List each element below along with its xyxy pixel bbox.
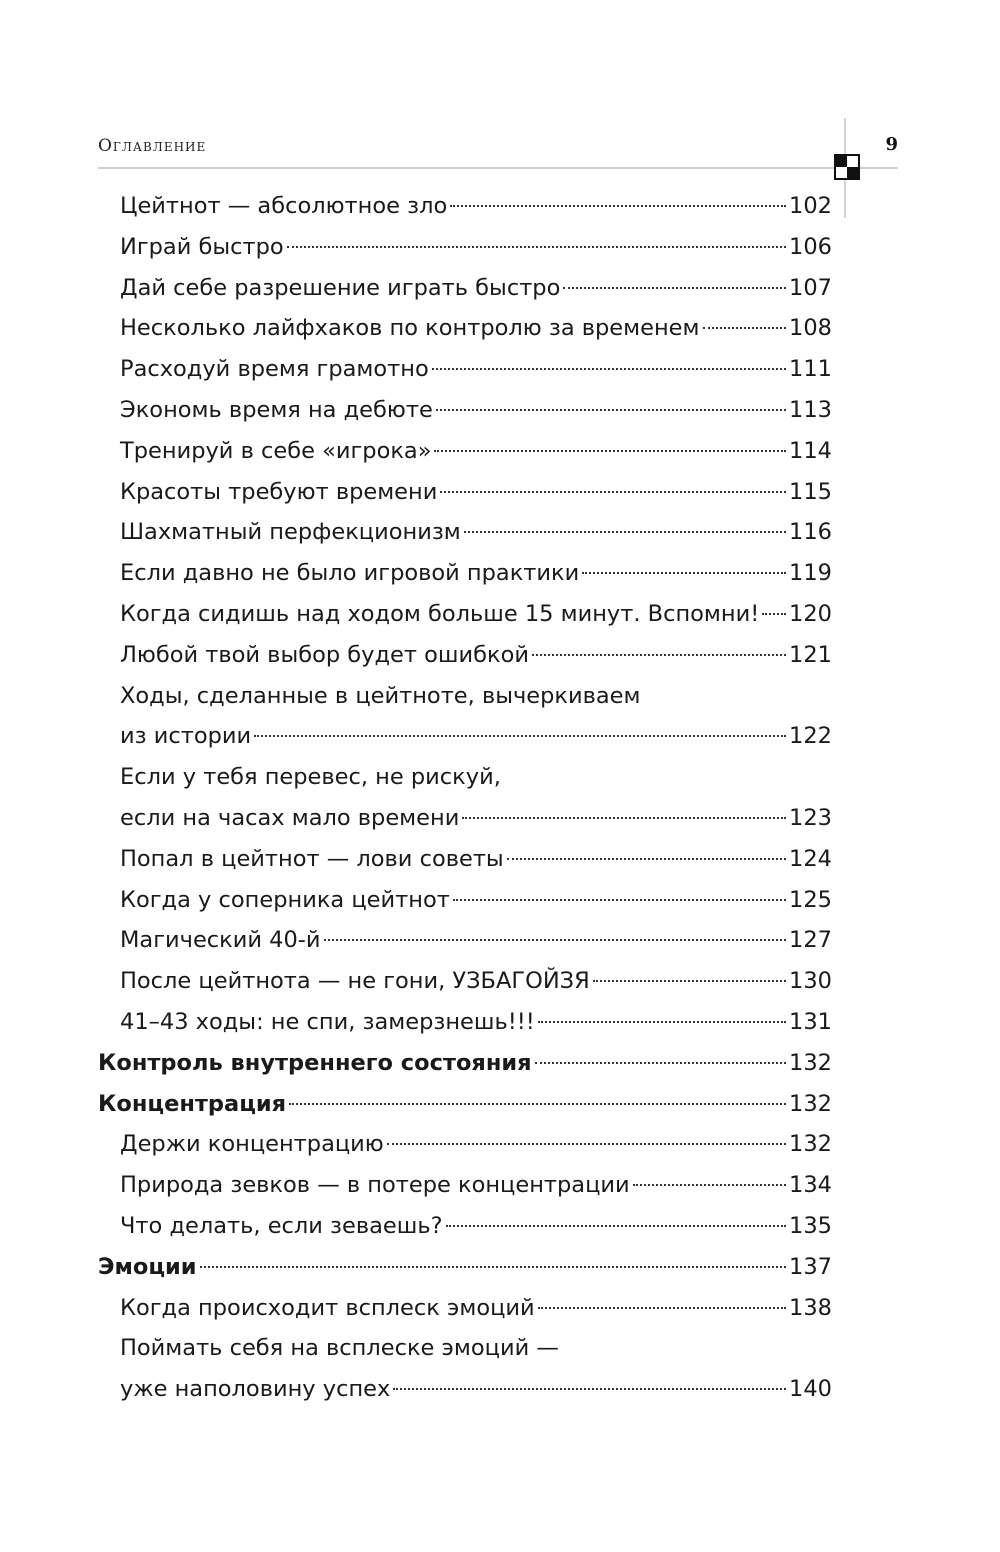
toc-entry[interactable] <box>98 635 832 676</box>
toc-entry-page: 116 <box>789 519 832 546</box>
toc-entry-title: 41–43 ходы: не спи, замерзнешь!!! <box>120 1008 535 1035</box>
toc-entry-page: 132 <box>789 1131 832 1158</box>
toc-entry[interactable] <box>98 186 832 227</box>
toc-entry-title: После цейтнота — не гони, УЗБАГОЙЗЯ <box>120 968 590 995</box>
dot-leader <box>393 1388 786 1390</box>
table-of-contents <box>98 186 832 1410</box>
dot-leader <box>200 1266 786 1268</box>
toc-entry-page: 131 <box>789 1008 832 1035</box>
dot-leader <box>464 531 786 533</box>
dot-leader <box>440 491 786 493</box>
toc-entry-page: 135 <box>789 1212 832 1239</box>
toc-entry[interactable] <box>98 1206 832 1247</box>
dot-leader <box>462 817 786 819</box>
page-header <box>98 134 898 164</box>
toc-entry-title: Экономь время на дебюте <box>120 396 433 423</box>
dot-leader <box>538 1021 786 1023</box>
dot-leader <box>563 287 786 289</box>
header-divider <box>98 167 898 169</box>
toc-entry-page: 111 <box>789 356 832 383</box>
toc-entry-title: Ходы, сделанные в цейтноте, вычеркиваем <box>120 682 641 709</box>
checker-square <box>847 167 858 178</box>
dot-leader <box>436 409 786 411</box>
toc-entry[interactable] <box>98 553 832 594</box>
toc-entry[interactable] <box>98 716 832 757</box>
toc-entry-page: 137 <box>789 1253 832 1280</box>
toc-entry-title: Играй быстро <box>120 233 284 260</box>
toc-entry-page: 119 <box>789 560 832 587</box>
toc-entry-page: 122 <box>789 723 832 750</box>
toc-entry[interactable] <box>98 676 832 717</box>
toc-entry[interactable] <box>98 308 832 349</box>
toc-entry-title: Тренируй в себе «игрока» <box>120 437 432 464</box>
dot-leader <box>593 980 786 982</box>
chessboard-icon <box>834 154 860 180</box>
toc-entry[interactable] <box>98 1084 832 1125</box>
dot-leader <box>434 450 786 452</box>
toc-entry-page: 132 <box>789 1090 832 1117</box>
dot-leader <box>254 735 786 737</box>
toc-entry-title: Природа зевков — в потере концентрации <box>120 1172 630 1199</box>
toc-entry[interactable] <box>98 798 832 839</box>
toc-entry-page: 127 <box>789 927 832 954</box>
toc-entry-title: Когда сидишь над ходом больше 15 минут. Вспомни! <box>120 600 760 627</box>
toc-entry-title: Магический 40-й <box>120 927 321 954</box>
toc-entry-page: 132 <box>789 1049 832 1076</box>
toc-entry-page: 140 <box>789 1376 832 1403</box>
toc-entry[interactable] <box>98 1124 832 1165</box>
toc-entry-page: 123 <box>789 804 832 831</box>
toc-entry-page: 134 <box>789 1172 832 1199</box>
dot-leader <box>507 858 786 860</box>
toc-entry-page: 102 <box>789 193 832 219</box>
toc-entry-page: 106 <box>789 233 832 260</box>
dot-leader <box>324 939 787 941</box>
dot-leader <box>538 1307 786 1309</box>
toc-entry[interactable] <box>98 512 832 553</box>
toc-entry[interactable] <box>98 1369 832 1410</box>
toc-entry-page: 107 <box>789 274 832 301</box>
dot-leader <box>387 1143 786 1145</box>
dot-leader <box>535 1062 786 1064</box>
toc-entry[interactable] <box>98 472 832 513</box>
dot-leader <box>287 246 786 248</box>
toc-entry-page: 120 <box>789 600 832 627</box>
toc-entry-page: 125 <box>789 886 832 913</box>
toc-entry-title: Попал в цейтнот — лови советы <box>120 845 504 872</box>
toc-entry-title: Когда у соперника цейтнот <box>120 886 450 913</box>
toc-entry-title: Красоты требуют времени <box>120 478 438 505</box>
toc-entry-title: Цейтнот — абсолютное зло <box>120 193 448 219</box>
toc-entry[interactable] <box>98 594 832 635</box>
page-number: 9 <box>885 134 898 155</box>
toc-entry[interactable] <box>98 920 832 961</box>
toc-entry-title: Если давно не было игровой практики <box>120 560 580 587</box>
toc-entry[interactable] <box>98 349 832 390</box>
toc-entry-title: из истории <box>120 723 252 750</box>
dot-leader <box>582 572 786 574</box>
toc-entry-page: 121 <box>789 641 832 668</box>
toc-entry-title: Шахматный перфекционизм <box>120 519 461 546</box>
toc-entry-page: 130 <box>789 968 832 995</box>
dot-leader <box>703 327 787 329</box>
toc-entry-title: Дай себе разрешение играть быстро <box>120 274 561 301</box>
toc-entry[interactable] <box>98 1002 832 1043</box>
toc-entry[interactable] <box>98 757 832 798</box>
toc-entry[interactable] <box>98 431 832 472</box>
toc-entry[interactable] <box>98 268 832 309</box>
toc-entry-page: 113 <box>789 396 832 423</box>
dot-leader <box>532 654 786 656</box>
dot-leader <box>450 205 786 207</box>
dot-leader <box>446 1225 786 1227</box>
toc-entry[interactable] <box>98 390 832 431</box>
dot-leader <box>633 1184 786 1186</box>
toc-entry-title: Когда происходит всплеск эмоций <box>120 1294 535 1321</box>
toc-entry-title: Эмоции <box>98 1253 197 1280</box>
running-head-title: Оглавление <box>98 136 207 156</box>
toc-entry-title: уже наполовину успех <box>120 1376 391 1403</box>
toc-entry[interactable] <box>98 1288 832 1329</box>
dot-leader <box>289 1103 786 1105</box>
checker-square <box>836 156 847 167</box>
toc-entry[interactable] <box>98 1165 832 1206</box>
toc-entry[interactable] <box>98 227 832 268</box>
toc-entry[interactable] <box>98 961 832 1002</box>
toc-entry[interactable] <box>98 1043 832 1084</box>
dot-leader <box>762 613 786 615</box>
dot-leader <box>453 899 786 901</box>
toc-entry-title: Несколько лайфхаков по контролю за временем <box>120 315 700 342</box>
toc-entry-page: 115 <box>789 478 832 505</box>
toc-entry-title: Поймать себя на всплеске эмоций — <box>120 1335 559 1362</box>
toc-entry-title: Концентрация <box>98 1090 287 1117</box>
toc-entry-title: Если у тебя перевес, не рискуй, <box>120 764 501 791</box>
toc-entry-page: 114 <box>789 437 832 464</box>
toc-entry-title: Любой твой выбор будет ошибкой <box>120 641 529 668</box>
dot-leader <box>432 368 786 370</box>
toc-entry[interactable] <box>98 839 832 880</box>
toc-entry-title: Держи концентрацию <box>120 1131 384 1158</box>
toc-entry-title: Расходуй время грамотно <box>120 356 429 383</box>
toc-entry-page: 138 <box>789 1294 832 1321</box>
toc-entry-title: Что делать, если зеваешь? <box>120 1212 443 1239</box>
toc-entry[interactable] <box>98 1247 832 1288</box>
toc-entry-page: 124 <box>789 845 832 872</box>
toc-entry[interactable] <box>98 880 832 921</box>
toc-entry[interactable] <box>98 1328 832 1369</box>
toc-entry-title: Контроль внутреннего состояния <box>98 1049 532 1076</box>
toc-entry-page: 108 <box>789 315 832 342</box>
toc-entry-title: если на часах мало времени <box>120 804 460 831</box>
